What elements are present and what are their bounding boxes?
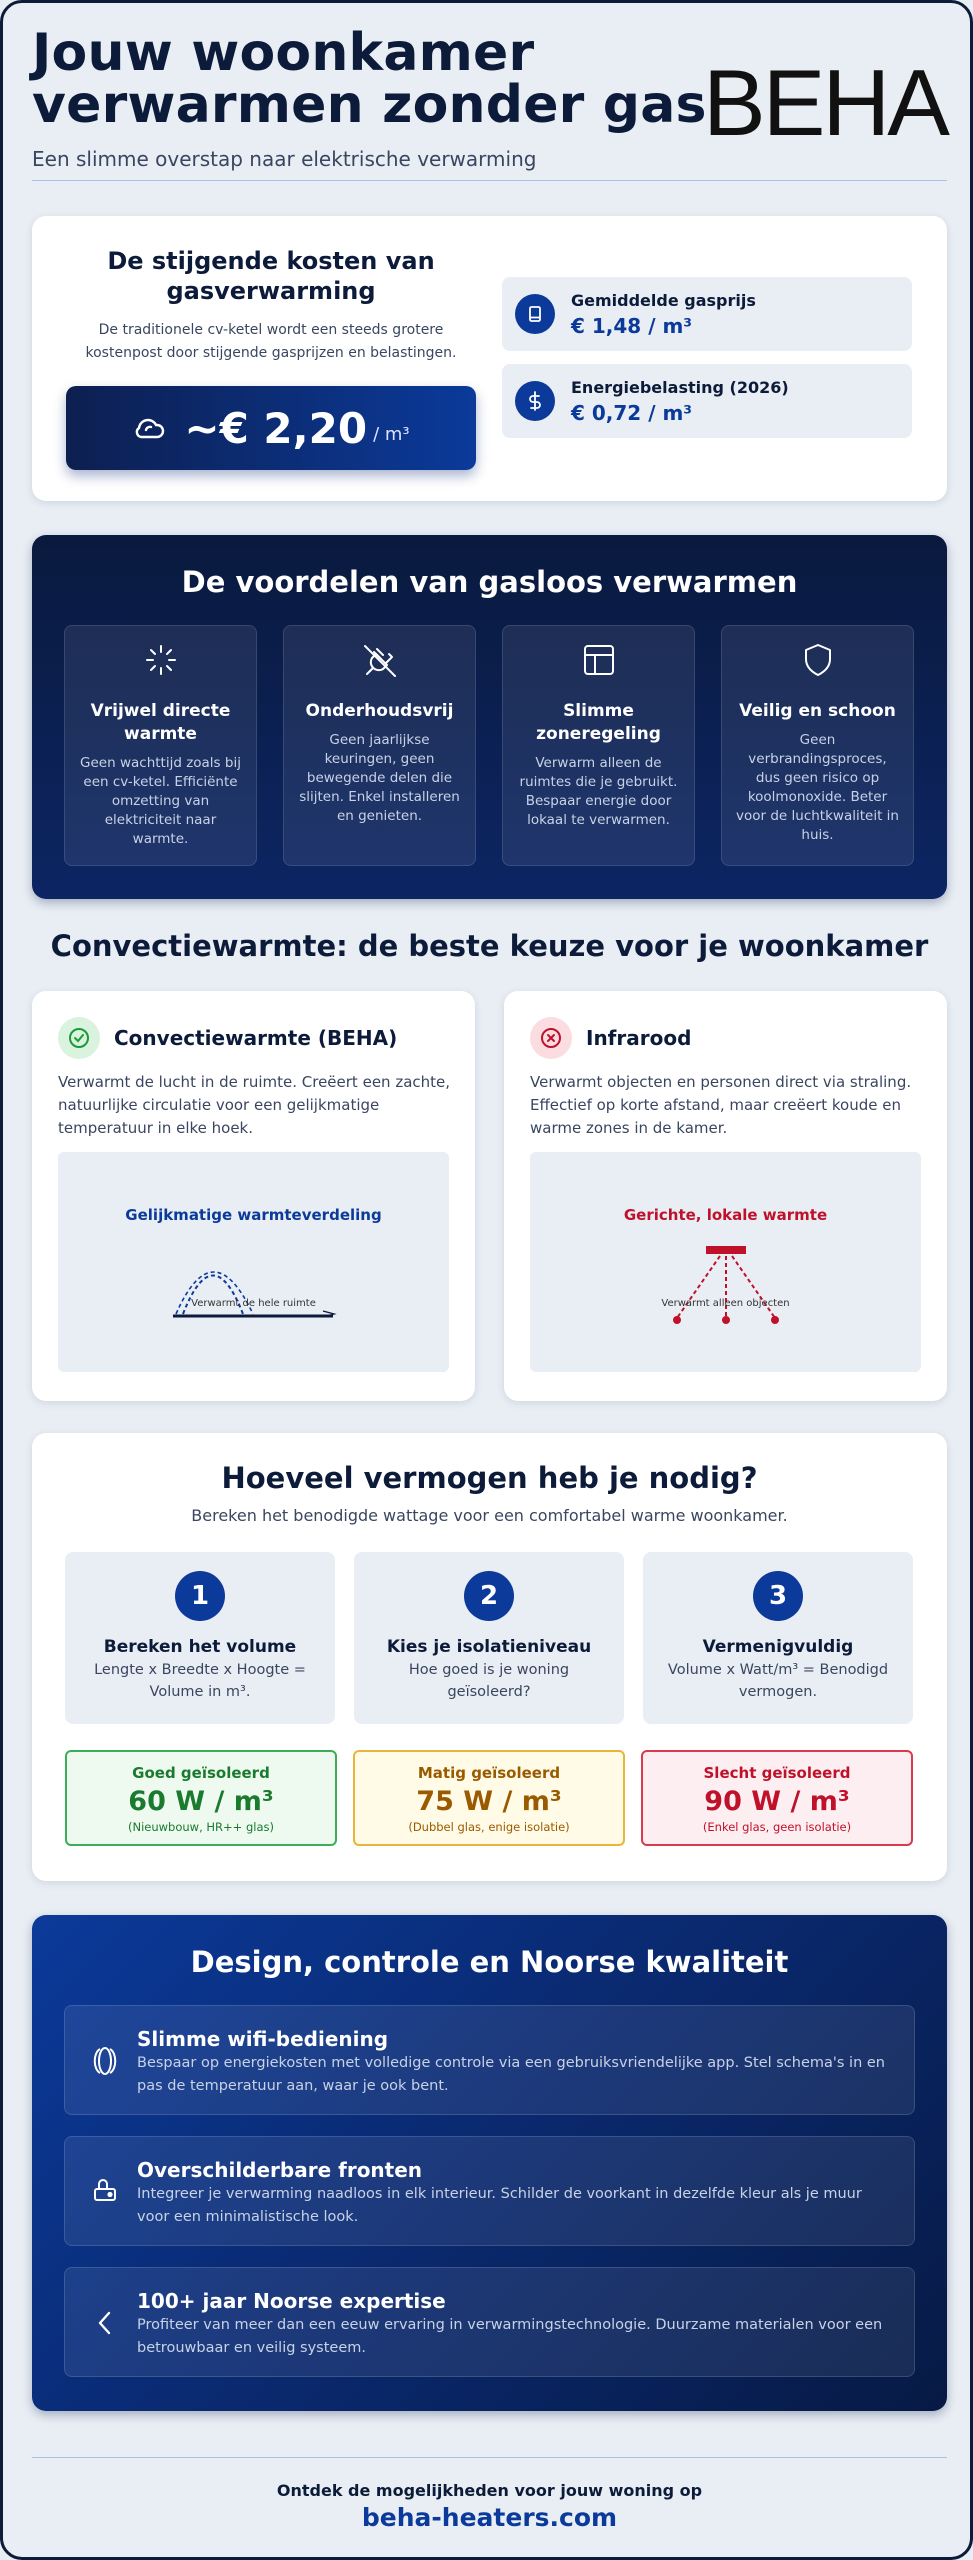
infrared-card [504, 991, 947, 1401]
insulation-value: 90 W / m³ [704, 1786, 850, 1817]
benefit-description: Geen verbrandingsproces, dus geen risico op koolmonoxide. Beter voor de luchtkwaliteit in huis. [736, 732, 899, 843]
step-number: 3 [753, 1571, 803, 1621]
brand-logo: BEHA [703, 50, 947, 155]
benefit-card [721, 625, 914, 866]
footer-text: Ontdek de mogelijkheden voor jouw woning op [276, 2481, 703, 2500]
wifi-control-icon [85, 2041, 125, 2081]
convection-diagram [58, 1242, 449, 1332]
step-description: Lengte x Breedte x Hoogte = Volume in m³. [94, 1662, 306, 1700]
insulation-label: Matig geïsoleerd [417, 1764, 561, 1782]
gas-cloud-icon [132, 414, 166, 442]
insulation-poor [641, 1750, 913, 1846]
features-section [32, 1915, 947, 2411]
step-number: 2 [464, 1571, 514, 1621]
chevron-left-icon [85, 2303, 125, 2343]
convection-visual-title: Gelijkmatige warmteverdeling [125, 1206, 382, 1224]
convection-description: Verwarmt de lucht in de ruimte. Creëert een zachte, natuurlijke circulatie voor een gelijkmatige temperatuur in elke hoek. [58, 1073, 451, 1137]
insulation-medium [353, 1750, 625, 1846]
cost-section [32, 216, 947, 501]
stat-energy-tax [502, 364, 912, 438]
convection-title: Convectiewarmte (BEHA) [114, 1026, 398, 1050]
step-title: Bereken het volume [103, 1637, 297, 1657]
step-description: Volume x Watt/m³ = Benodigd vermogen. [667, 1662, 889, 1700]
infrared-visual [530, 1152, 921, 1372]
plug-off-icon [361, 642, 399, 680]
benefit-description: Verwarm alleen de ruimtes die je gebruikt. Bespaar energie door lokaal te verwarmen. [519, 755, 678, 828]
infrared-diagram [530, 1242, 921, 1332]
infrared-title: Infrarood [586, 1026, 692, 1050]
stat-gas-price [502, 277, 912, 351]
benefit-title: Vrijwel directe warmte [90, 701, 231, 744]
insulation-value: 75 W / m³ [416, 1786, 562, 1817]
layout-icon [581, 642, 617, 678]
benefit-description: Geen jaarlijkse keuringen, geen bewegende delen die slijten. Enkel installeren en genieten. [299, 732, 460, 824]
insulation-note: (Enkel glas, geen isolatie) [702, 1820, 852, 1834]
feature-description: Bespaar op energiekosten met volledige controle via een gebruiksvriendelijke app. Stel schema's in en pas de temperatuur aan, waar je ook bent. [137, 2055, 885, 2094]
page-title: Jouw woonkamer verwarmen zonder gas [32, 23, 707, 135]
comparison-heading: Convectiewarmte: de beste keuze voor je woonkamer [50, 929, 929, 963]
page-subtitle: Een slimme overstap naar elektrische verwarming [32, 147, 537, 171]
insulation-label: Goed geïsoleerd [132, 1764, 270, 1782]
price-value: ~€ 2,20 [184, 403, 368, 453]
benefits-section [32, 535, 947, 899]
insulation-label: Slecht geïsoleerd [703, 1764, 851, 1782]
paint-icon [85, 2172, 125, 2212]
benefit-card [283, 625, 476, 866]
stat-label: Gemiddelde gasprijs [571, 290, 756, 310]
infrared-caption: Verwarmt alleen objecten [661, 1298, 790, 1309]
benefit-title: Onderhoudsvrij [305, 701, 454, 721]
step-card [643, 1552, 913, 1724]
benefit-description: Geen wachttijd zoals bij een cv-ketel. Efficiënte omzetting van elektriciteit naar warmte. [80, 755, 241, 847]
step-card [354, 1552, 624, 1724]
shield-icon [800, 642, 836, 678]
insulation-note: (Dubbel glas, enige isolatie) [408, 1820, 570, 1834]
power-section [32, 1433, 947, 1881]
header [32, 23, 947, 177]
step-title: Vermenigvuldig [702, 1637, 854, 1657]
feature-description: Profiteer van meer dan een eeuw ervaring in verwarmingstechnologie. Duurzame materialen voor een betrouwbaar en veilig systeem. [137, 2317, 883, 2356]
feature-title: Slimme wifi-bediening [137, 2027, 389, 2051]
feature-description: Integreer je verwarming naadloos in elk interieur. Schilder de voorkant in dezelfde kleur als je muur voor een minimalistische look. [137, 2186, 862, 2225]
benefits-title: De voordelen van gasloos verwarmen [181, 565, 798, 599]
insulation-good [65, 1750, 337, 1846]
x-circle-icon [530, 1017, 572, 1059]
step-description: Hoe goed is je woning geïsoleerd? [408, 1662, 570, 1700]
feature-card [64, 2136, 915, 2246]
benefit-title: Slimme zoneregeling [536, 701, 661, 744]
power-subtitle: Bereken het benodigde wattage voor een comfortabel warme woonkamer. [191, 1506, 788, 1525]
cost-title: De stijgende kosten van gasverwarming [107, 247, 435, 305]
infrared-visual-title: Gerichte, lokale warmte [623, 1206, 828, 1224]
footer-divider [32, 2457, 947, 2458]
loader-icon [143, 642, 179, 678]
step-title: Kies je isolatieniveau [386, 1637, 592, 1657]
features-title: Design, controle en Noorse kwaliteit [190, 1945, 789, 1979]
insulation-value: 60 W / m³ [128, 1786, 274, 1817]
receipt-icon [515, 294, 555, 334]
footer-link[interactable]: beha-heaters.com [361, 2503, 618, 2532]
step-number: 1 [175, 1571, 225, 1621]
insulation-note: (Nieuwbouw, HR++ glas) [128, 1820, 274, 1834]
power-title: Hoeveel vermogen heb je nodig? [221, 1461, 758, 1495]
feature-title: Overschilderbare fronten [137, 2158, 423, 2182]
step-card [65, 1552, 335, 1724]
header-divider [32, 180, 947, 181]
check-circle-icon [58, 1017, 100, 1059]
convection-card [32, 991, 475, 1401]
convection-caption: Verwarmt de hele ruimte [191, 1298, 316, 1309]
feature-title: 100+ jaar Noorse expertise [137, 2289, 446, 2313]
infrared-description: Verwarmt objecten en personen direct via straling. Effectief op korte afstand, maar creëert koude en warme zones in de kamer. [530, 1073, 912, 1137]
feature-card [64, 2267, 915, 2377]
feature-card [64, 2005, 915, 2115]
convection-visual [58, 1152, 449, 1372]
price-box [66, 386, 476, 470]
dollar-icon [515, 381, 555, 421]
price-unit: / m³ [373, 423, 410, 445]
stat-value: € 1,48 / m³ [571, 313, 693, 338]
stat-value: € 0,72 / m³ [571, 400, 693, 425]
stat-label: Energiebelasting (2026) [571, 377, 789, 397]
benefit-card [502, 625, 695, 866]
benefit-card [64, 625, 257, 866]
benefit-title: Veilig en schoon [739, 701, 896, 721]
cost-description: De traditionele cv-ketel wordt een steeds grotere kostenpost door stijgende gasprijzen en belastingen. [85, 322, 457, 361]
